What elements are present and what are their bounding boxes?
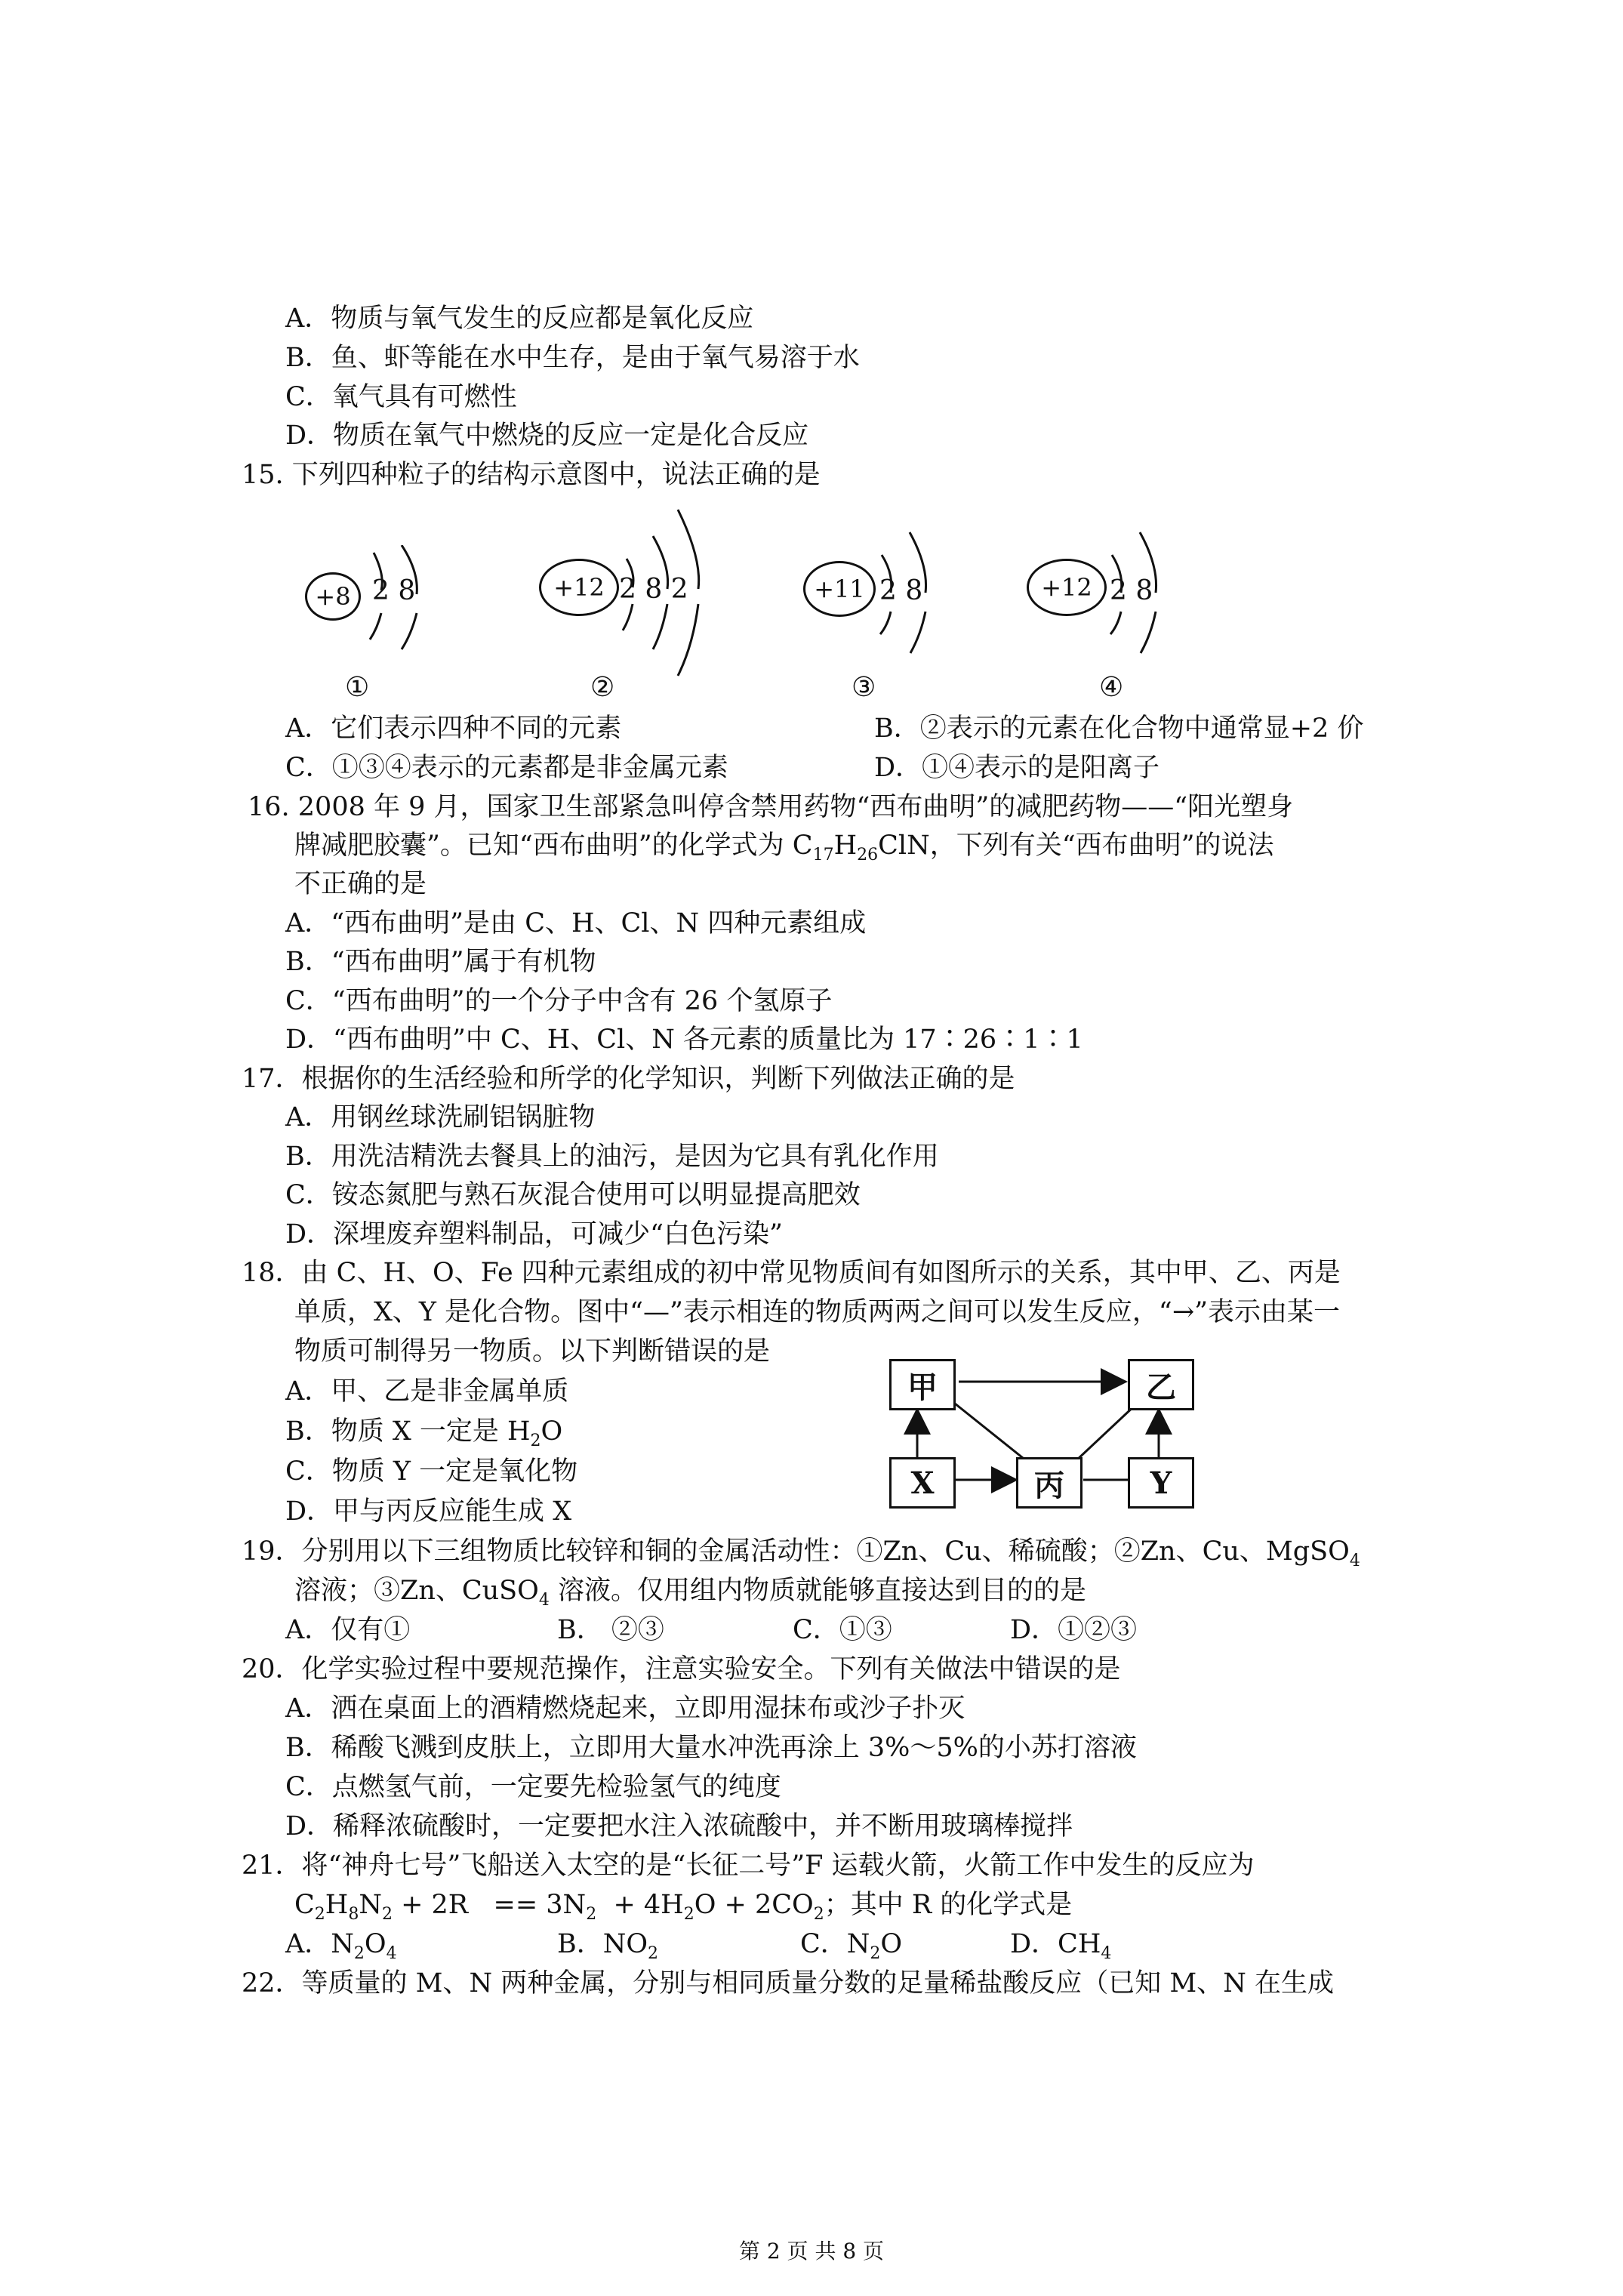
box-y: Y bbox=[1128, 1457, 1194, 1509]
q21-option-d bbox=[1010, 1929, 1112, 1963]
q16-option-b: B．“西布曲明”属于有机物 bbox=[285, 947, 596, 977]
q18-option-d: D．甲与丙反应能生成 X bbox=[285, 1496, 572, 1527]
shell-arcs-1 bbox=[355, 545, 438, 651]
shell-arcs-4 bbox=[1098, 529, 1181, 657]
eq-mid2: + 4H bbox=[596, 1890, 684, 1920]
q21-b-sub: 2 bbox=[648, 1944, 659, 1963]
q15-option-d: D．①④表示的是阳离子 bbox=[874, 753, 1160, 783]
q19-option-d: D．①②③ bbox=[1010, 1615, 1138, 1645]
q21-c-sub: 2 bbox=[870, 1944, 881, 1963]
q16-formula-post: ClN，下列有关“西布曲明”的说法 bbox=[878, 831, 1274, 861]
q15-option-c: C．①③④表示的元素都是非金属元素 bbox=[285, 753, 728, 783]
q20-option-d: D．稀释浓硫酸时，一定要把水注入浓硫酸中，并不断用玻璃棒搅拌 bbox=[285, 1811, 1073, 1841]
q18-stem-line3: 物质可制得另一物质。以下判断错误的是 bbox=[294, 1336, 771, 1367]
q18-optb-post: O bbox=[540, 1416, 563, 1447]
eq-mid3: O + 2CO bbox=[694, 1890, 814, 1920]
q17-option-d: D．深埋废弃塑料制品，可减少“白色污染” bbox=[285, 1219, 783, 1250]
eq-sub: 2 bbox=[381, 1905, 393, 1924]
sub-26: 26 bbox=[857, 846, 879, 864]
nucleus-1: +8 bbox=[305, 572, 361, 621]
atom-label-4: ④ bbox=[1099, 672, 1124, 703]
q14-option-d: D．物质在氧气中燃烧的反应一定是化合反应 bbox=[285, 421, 809, 451]
box-bing: 丙 bbox=[1016, 1457, 1083, 1509]
eq-sub: 2 bbox=[683, 1905, 694, 1924]
eq-c: C bbox=[294, 1890, 315, 1920]
sub-2: 2 bbox=[530, 1432, 541, 1450]
box-yi: 乙 bbox=[1128, 1359, 1194, 1410]
eq-sub: 2 bbox=[813, 1905, 824, 1924]
q15-stem: 15. 下列四种粒子的结构示意图中，说法正确的是 bbox=[242, 460, 821, 490]
q20-stem: 20．化学实验过程中要规范操作，注意实验安全。下列有关做法中错误的是 bbox=[242, 1654, 1121, 1684]
atom-label-2: ② bbox=[590, 672, 615, 703]
q17-option-a: A．用钢丝球洗刷铝锅脏物 bbox=[285, 1102, 596, 1133]
shell-arcs-3 bbox=[868, 529, 951, 657]
q19-option-c: C．①③ bbox=[793, 1615, 892, 1645]
box-jia: 甲 bbox=[889, 1359, 956, 1410]
eq-sub: 2 bbox=[314, 1905, 325, 1924]
box-x: X bbox=[889, 1457, 956, 1509]
shell-electrons-3: 2 8 bbox=[879, 575, 923, 606]
q21-d-pre: D．CH bbox=[1010, 1929, 1101, 1959]
q16-stem-line2 bbox=[294, 831, 1274, 864]
q17-stem: 17．根据你的生活经验和所学的化学知识，判断下列做法正确的是 bbox=[242, 1064, 1015, 1094]
q20-option-c: C．点燃氢气前，一定要先检验氢气的纯度 bbox=[285, 1772, 781, 1802]
nucleus-4: +12 bbox=[1027, 559, 1107, 616]
q21-option-a bbox=[285, 1929, 397, 1963]
q16-option-d: D．“西布曲明”中 C、H、Cl、N 各元素的质量比为 17∶26∶1∶1 bbox=[285, 1025, 1083, 1055]
q15-option-b: B．②表示的元素在化合物中通常显+2 价 bbox=[874, 713, 1364, 744]
q19-line2-a: 溶液；③Zn、CuSO bbox=[294, 1576, 539, 1606]
nucleus-3: +11 bbox=[803, 561, 876, 617]
q16-stem-line3: 不正确的是 bbox=[294, 869, 427, 899]
q19-option-b: B． ②③ bbox=[557, 1615, 664, 1645]
q21-a-sub: 2 bbox=[353, 1944, 365, 1963]
q19-line2-b: 溶液。仅用组内物质就能够直接达到目的的是 bbox=[549, 1576, 1086, 1606]
q17-option-c: C．铵态氮肥与熟石灰混合使用可以明显提高肥效 bbox=[285, 1180, 861, 1210]
q16-option-c: C．“西布曲明”的一个分子中含有 26 个氢原子 bbox=[285, 986, 833, 1016]
q14-option-b: B．鱼、虾等能在水中生存，是由于氧气易溶于水 bbox=[285, 343, 860, 373]
q14-option-c: C．氧气具有可燃性 bbox=[285, 382, 517, 412]
q18-stem-line2: 单质，X、Y 是化合物。图中“—”表示相连的物质两两之间可以发生反应，“→”表示由某一 bbox=[294, 1297, 1341, 1327]
q19-stem-line2 bbox=[294, 1576, 1086, 1610]
q18-optb-pre: B．物质 X 一定是 H bbox=[285, 1416, 531, 1447]
shell-electrons-2: 2 8 2 bbox=[619, 574, 688, 605]
q18-stem-line1: 18．由 C、H、O、Fe 四种元素组成的初中常见物质间有如图所示的关系，其中甲、乙、丙是 bbox=[242, 1258, 1341, 1288]
q21-equation bbox=[294, 1890, 1073, 1924]
q21-stem: 21．将“神舟七号”飞船送入太空的是“长征二号”F 运载火箭，火箭工作中发生的反应为 bbox=[242, 1851, 1255, 1881]
q16-stem-line1: 16. 2008 年 9 月，国家卫生部紧急叫停含禁用药物“西布曲明”的减肥药物——“阳光塑身 bbox=[248, 792, 1294, 822]
q20-option-a: A．洒在桌面上的酒精燃烧起来，立即用湿抹布或沙子扑灭 bbox=[285, 1693, 965, 1724]
q21-option-c bbox=[800, 1929, 903, 1963]
shell-arcs-2 bbox=[611, 506, 710, 680]
q16-formula-pre: 牌减肥胶囊”。已知“西布曲明”的化学式为 C bbox=[294, 831, 813, 861]
eq-mid: + 2R == 3N bbox=[392, 1890, 587, 1920]
q14-option-a: A．物质与氧气发生的反应都是氧化反应 bbox=[285, 304, 754, 334]
q17-option-b: B．用洗洁精洗去餐具上的油污，是因为它具有乳化作用 bbox=[285, 1142, 939, 1172]
sub-4: 4 bbox=[1349, 1552, 1360, 1570]
eq-sub: 8 bbox=[348, 1905, 359, 1924]
shell-electrons-1: 2 8 bbox=[372, 575, 416, 606]
shell-electrons-4: 2 8 bbox=[1110, 575, 1153, 606]
q15-option-a: A．它们表示四种不同的元素 bbox=[285, 713, 622, 744]
q18-option-c: C．物质 Y 一定是氧化物 bbox=[285, 1456, 578, 1487]
q21-a-sub: 4 bbox=[386, 1944, 397, 1963]
sub-17: 17 bbox=[812, 846, 834, 864]
q21-b-pre: B．NO bbox=[557, 1929, 648, 1959]
eq-h: H bbox=[325, 1890, 349, 1920]
sub-4b: 4 bbox=[538, 1591, 550, 1610]
q21-d-sub: 4 bbox=[1101, 1944, 1112, 1963]
q22-stem: 22．等质量的 M、N 两种金属，分别与相同质量分数的足量稀盐酸反应（已知 M、N 在生成 bbox=[242, 1968, 1334, 1999]
q21-c-post: O bbox=[880, 1929, 903, 1959]
nucleus-2: +12 bbox=[539, 559, 619, 616]
q21-c-pre: C．N bbox=[800, 1929, 870, 1959]
eq-sub: 2 bbox=[586, 1905, 597, 1924]
q21-a-mid: O bbox=[364, 1929, 387, 1959]
atom-label-1: ① bbox=[345, 672, 370, 703]
eq-n: N bbox=[359, 1890, 382, 1920]
q16-h: H bbox=[833, 831, 858, 861]
q19-option-a: A．仅有① bbox=[285, 1615, 411, 1645]
q18-option-a: A．甲、乙是非金属单质 bbox=[285, 1376, 569, 1407]
eq-end: ；其中 R 的化学式是 bbox=[824, 1890, 1073, 1920]
q20-option-b: B．稀酸飞溅到皮肤上，立即用大量水冲洗再涂上 3%～5%的小苏打溶液 bbox=[285, 1733, 1137, 1763]
q21-option-b bbox=[557, 1929, 659, 1963]
q18-option-b bbox=[285, 1416, 563, 1450]
q19-line1-text: 19．分别用以下三组物质比较锌和铜的金属活动性：①Zn、Cu、稀硫酸；②Zn、Cu、MgSO bbox=[242, 1536, 1350, 1567]
q19-stem-line1 bbox=[242, 1536, 1360, 1570]
q16-option-a: A．“西布曲明”是由 C、H、Cl、N 四种元素组成 bbox=[285, 908, 867, 938]
page-footer: 第 2 页 共 8 页 bbox=[738, 2239, 885, 2264]
q21-a-pre: A．N bbox=[285, 1929, 354, 1959]
atom-label-3: ③ bbox=[852, 672, 876, 703]
